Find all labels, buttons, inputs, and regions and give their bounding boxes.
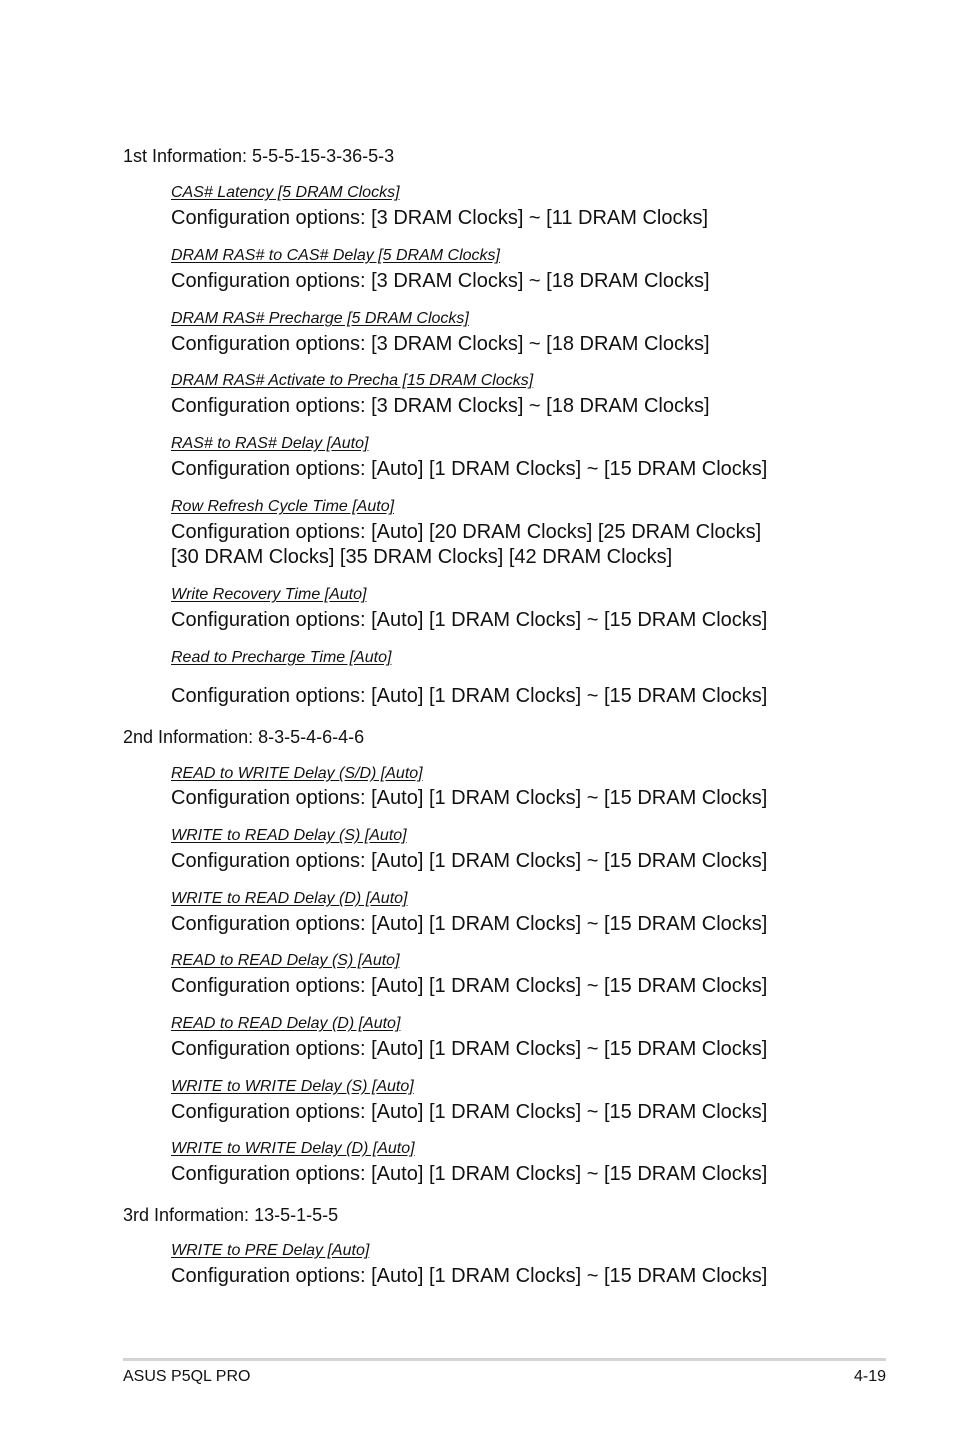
option-desc-write-recovery-time: Configuration options: [Auto] [1 DRAM Clocks] ~ [15 DRAM Clocks] [171,609,768,631]
option-desc-write-to-write-delay-s: Configuration options: [Auto] [1 DRAM Clocks] ~ [15 DRAM Clocks] [171,1101,768,1123]
option-title-write-recovery-time: Write Recovery Time [Auto] [171,586,367,603]
option-title-write-to-pre-delay: WRITE to PRE Delay [Auto] [171,1242,370,1259]
option-title-write-to-read-delay-d: WRITE to READ Delay (D) [Auto] [171,890,408,907]
option-desc-row-refresh-cycle-time-cont: [30 DRAM Clocks] [35 DRAM Clocks] [42 DRAM Clocks] [171,546,673,568]
option-desc-read-to-write-delay-sd: Configuration options: [Auto] [1 DRAM Clocks] ~ [15 DRAM Clocks] [171,787,768,809]
footer-product-name: ASUS P5QL PRO [123,1368,251,1385]
option-title-cas-latency: CAS# Latency [5 DRAM Clocks] [171,184,400,201]
option-title-ras-to-ras-delay: RAS# to RAS# Delay [Auto] [171,435,369,452]
option-title-ras-to-cas-delay: DRAM RAS# to CAS# Delay [5 DRAM Clocks] [171,247,500,264]
option-title-write-to-write-delay-s: WRITE to WRITE Delay (S) [Auto] [171,1078,414,1095]
option-title-ras-precharge: DRAM RAS# Precharge [5 DRAM Clocks] [171,310,469,327]
option-desc-write-to-read-delay-s: Configuration options: [Auto] [1 DRAM Clocks] ~ [15 DRAM Clocks] [171,850,768,872]
section-heading-3rd-information: 3rd Information: 13-5-1-5-5 [123,1205,339,1225]
option-desc-read-to-precharge-time: Configuration options: [Auto] [1 DRAM Clocks] ~ [15 DRAM Clocks] [171,685,768,707]
option-title-read-to-write-delay-sd: READ to WRITE Delay (S/D) [Auto] [171,765,423,782]
option-desc-ras-activate-to-precha: Configuration options: [3 DRAM Clocks] ~ [18 DRAM Clocks] [171,395,710,417]
footer-divider [123,1358,886,1361]
option-title-read-to-precharge-time: Read to Precharge Time [Auto] [171,649,392,666]
option-desc-row-refresh-cycle-time: Configuration options: [Auto] [20 DRAM Clocks] [25 DRAM Clocks] [171,521,762,543]
option-desc-write-to-write-delay-d: Configuration options: [Auto] [1 DRAM Clocks] ~ [15 DRAM Clocks] [171,1163,768,1185]
option-title-read-to-read-delay-s: READ to READ Delay (S) [Auto] [171,952,400,969]
option-desc-read-to-read-delay-d: Configuration options: [Auto] [1 DRAM Clocks] ~ [15 DRAM Clocks] [171,1038,768,1060]
footer-page-number: 4-19 [853,1368,886,1385]
option-desc-cas-latency: Configuration options: [3 DRAM Clocks] ~ [11 DRAM Clocks] [171,207,709,229]
option-title-read-to-read-delay-d: READ to READ Delay (D) [Auto] [171,1015,401,1032]
option-desc-ras-to-ras-delay: Configuration options: [Auto] [1 DRAM Clocks] ~ [15 DRAM Clocks] [171,458,768,480]
option-title-row-refresh-cycle-time: Row Refresh Cycle Time [Auto] [171,498,395,515]
option-desc-write-to-read-delay-d: Configuration options: [Auto] [1 DRAM Clocks] ~ [15 DRAM Clocks] [171,913,768,935]
option-title-write-to-read-delay-s: WRITE to READ Delay (S) [Auto] [171,827,407,844]
option-desc-write-to-pre-delay: Configuration options: [Auto] [1 DRAM Clocks] ~ [15 DRAM Clocks] [171,1265,768,1287]
option-desc-ras-to-cas-delay: Configuration options: [3 DRAM Clocks] ~ [18 DRAM Clocks] [171,270,710,292]
option-desc-ras-precharge: Configuration options: [3 DRAM Clocks] ~ [18 DRAM Clocks] [171,333,710,355]
option-desc-read-to-read-delay-s: Configuration options: [Auto] [1 DRAM Clocks] ~ [15 DRAM Clocks] [171,975,768,997]
option-title-write-to-write-delay-d: WRITE to WRITE Delay (D) [Auto] [171,1140,415,1157]
section-heading-2nd-information: 2nd Information: 8-3-5-4-6-4-6 [123,727,365,747]
section-heading-1st-information: 1st Information: 5-5-5-15-3-36-5-3 [123,146,395,166]
option-title-ras-activate-to-precha: DRAM RAS# Activate to Precha [15 DRAM Clocks] [171,372,534,389]
